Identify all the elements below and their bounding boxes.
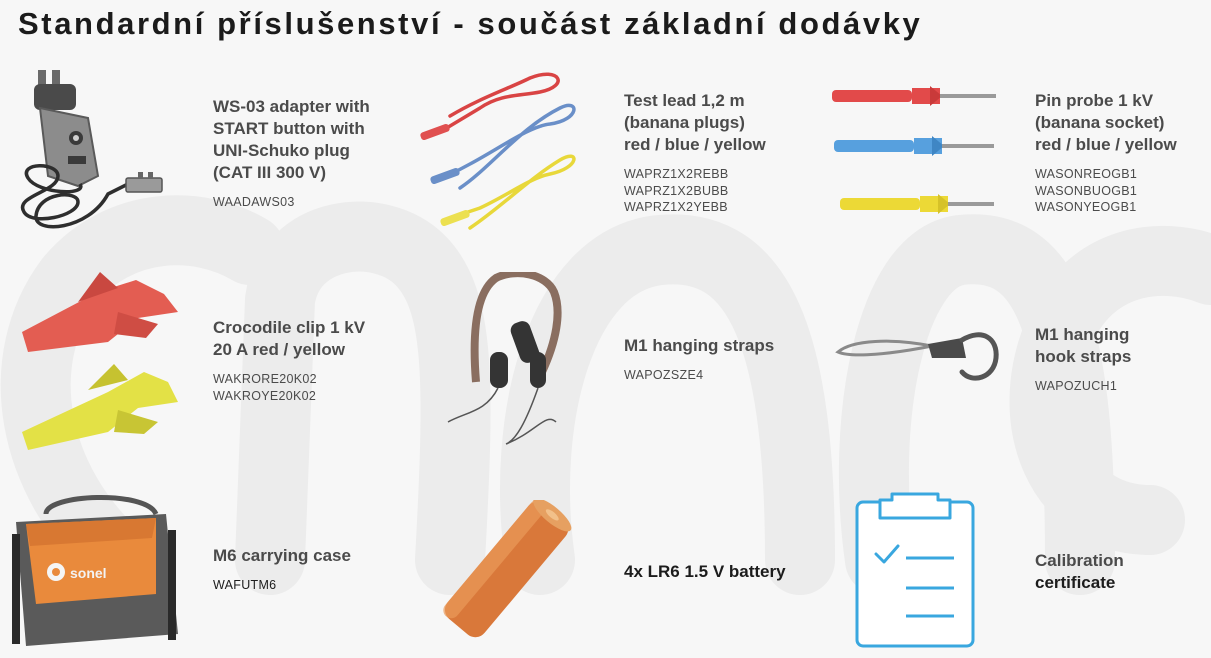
hook-straps-image [832, 318, 1002, 388]
hanging-straps-image [446, 272, 566, 447]
item-code: WAADAWS03 [213, 195, 295, 209]
item-name: Crocodile clip 1 kV 20 A red / yellow [213, 318, 366, 359]
battery-image [436, 500, 576, 640]
item-code: WAFUTM6 [213, 578, 277, 592]
item-name: 4x LR6 1.5 V battery [624, 562, 786, 581]
item-code: WAPRZ1X2REBB WAPRZ1X2BUBB WAPRZ1X2YEBB [624, 167, 729, 214]
item-name: Calibration [1035, 551, 1124, 570]
item-name: M1 hanging hook straps [1035, 325, 1132, 366]
item-name: Pin probe 1 kV (banana socket) red / blue / yellow [1035, 91, 1177, 154]
carrying-case-image [6, 494, 186, 654]
ws03-adapter-image [18, 66, 168, 236]
page-title: Standardní příslušenství - součást základní dodávky [18, 6, 923, 41]
test-leads-image [420, 68, 590, 240]
item-name: M1 hanging straps [624, 336, 775, 355]
item-code: WAPOZUCH1 [1035, 379, 1118, 393]
item-name: M6 carrying case [213, 546, 351, 565]
item-code: WAPOZSZE4 [624, 368, 704, 382]
item-name-bold: certificate [1035, 573, 1116, 592]
clipboard-check-icon [854, 490, 976, 650]
case-logo: sonel [70, 565, 107, 581]
item-code: WASONREOGB1 WASONBUOGB1 WASONYEOGB1 [1035, 167, 1138, 214]
item-name: WS-03 adapter with START button with UNI-Schuko plug (CAT III 300 V) [213, 97, 370, 182]
crocodile-clips-image [18, 272, 178, 452]
item-name: Test lead 1,2 m (banana plugs) red / blue / yellow [624, 91, 766, 154]
pin-probes-image [830, 76, 1000, 226]
item-code: WAKRORE20K02 WAKROYE20K02 [213, 372, 317, 403]
